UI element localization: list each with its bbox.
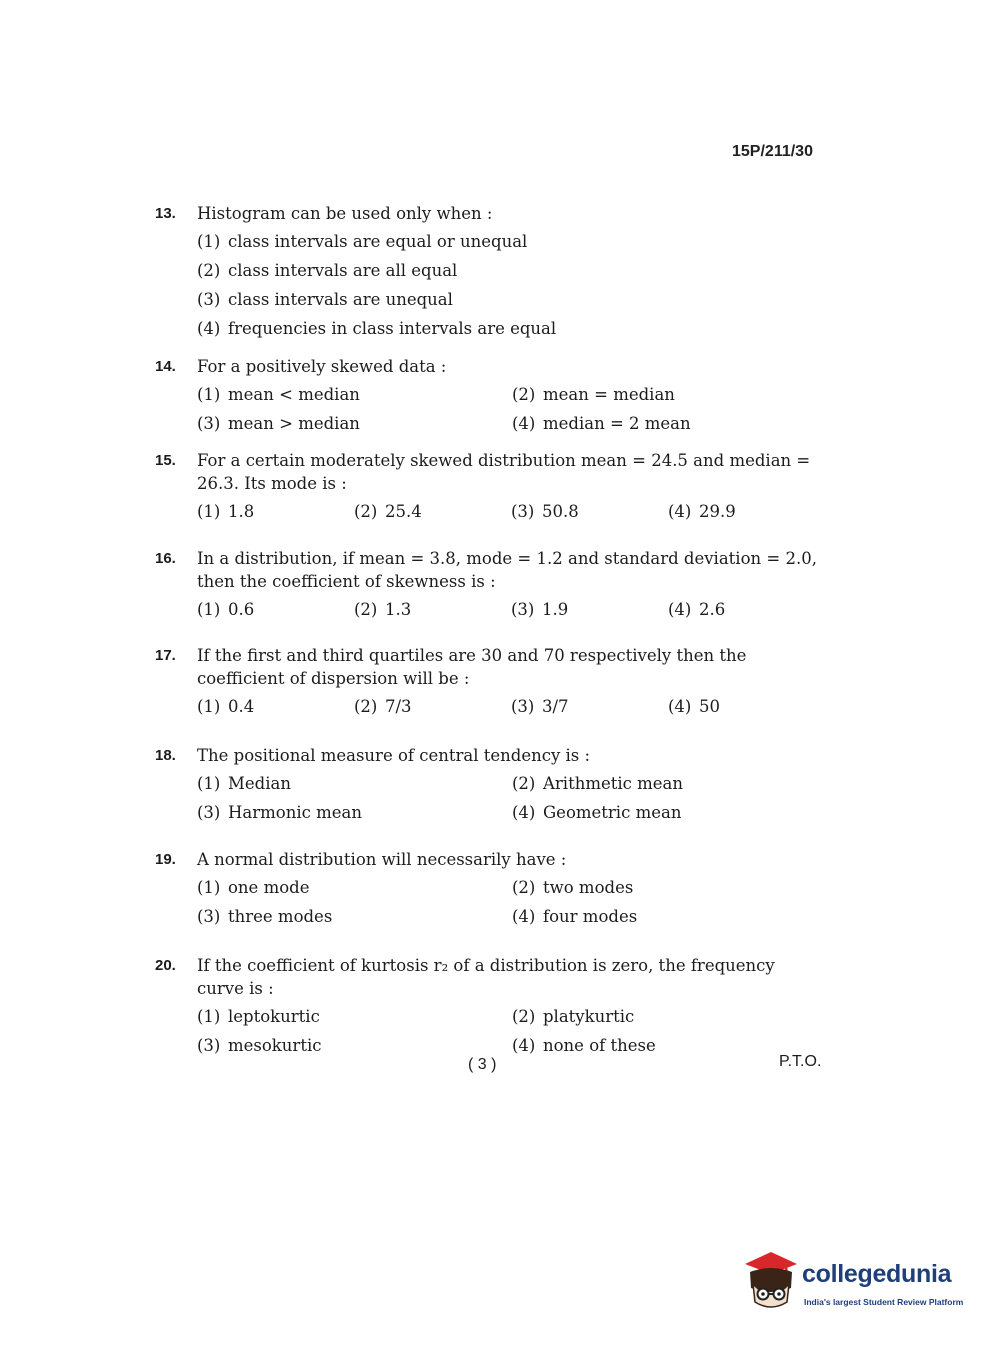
pto-label: P.T.O. [779,1053,822,1070]
question-19 [155,848,825,928]
question-17 [155,644,825,718]
option-2: (2) class intervals are all equal [197,261,458,280]
option-3: (3) Harmonic mean [197,803,362,822]
options [197,383,825,435]
question-text: If the coefficient of kurtosis r₂ of a distribution is zero, the frequency curve is : [197,956,775,998]
question-text: A normal distribution will necessarily have : [197,850,567,869]
brand-name: collegedunia [802,1260,952,1288]
option-4: (4) frequencies in class intervals are equal [197,319,557,338]
options [197,500,825,523]
question-number: 20. [155,957,176,974]
option-1: (1) leptokurtic [197,1007,320,1026]
option-4: (4) 2.6 [668,600,726,619]
question-number: 15. [155,452,176,469]
question-text: The positional measure of central tendency is : [197,746,591,765]
option-4: (4) Geometric mean [512,803,682,822]
option-4: (4) median = 2 mean [512,414,691,433]
question-13 [155,202,825,340]
page-number: ( 3 ) [468,1056,497,1073]
question-number: 13. [155,205,176,222]
option-1: (1) 0.4 [197,697,255,716]
option-2: (2) 7/3 [354,697,412,716]
option-3: (3) mesokurtic [197,1036,322,1055]
option-3: (3) 50.8 [511,502,579,521]
question-20 [155,954,825,1057]
options [197,772,825,824]
option-1: (1) one mode [197,878,310,897]
option-4: (4) none of these [512,1036,656,1055]
options [197,876,825,928]
option-2: (2) platykurtic [512,1007,635,1026]
option-2: (2) 25.4 [354,502,422,521]
question-number: 18. [155,747,176,764]
question-number: 19. [155,851,176,868]
paper-code: 15P/211/30 [732,143,813,160]
option-2: (2) two modes [512,878,634,897]
mascot-icon [741,1250,799,1312]
options [197,230,825,340]
question-18 [155,744,825,824]
question-text: If the first and third quartiles are 30 and 70 respectively then the coefficient of dispersion will be : [197,646,747,688]
question-text: For a certain moderately skewed distribution mean = 24.5 and median = 26.3. Its mode is : [197,451,811,493]
question-text: For a positively skewed data : [197,357,447,376]
question-14 [155,355,825,435]
question-number: 14. [155,358,176,375]
option-4: (4) 29.9 [668,502,736,521]
question-16 [155,547,825,621]
option-4: (4) 50 [668,697,720,716]
option-1: (1) Median [197,774,291,793]
brand-tagline: India's largest Student Review Platform [804,1297,964,1307]
option-3: (3) three modes [197,907,333,926]
option-1: (1) 0.6 [197,600,255,619]
option-4: (4) four modes [512,907,638,926]
question-15 [155,449,825,523]
option-3: (3) class intervals are unequal [197,290,453,309]
option-3: (3) 3/7 [511,697,569,716]
option-2: (2) Arithmetic mean [512,774,684,793]
option-1: (1) mean < median [197,385,360,404]
option-2: (2) mean = median [512,385,675,404]
question-text: In a distribution, if mean = 3.8, mode = 1.2 and standard deviation = 2.0, then the coefficient of skewness is : [197,549,817,591]
option-1: (1) 1.8 [197,502,255,521]
option-2: (2) 1.3 [354,600,412,619]
question-text: Histogram can be used only when : [197,204,493,223]
options [197,695,825,718]
collegedunia-watermark [741,1250,971,1320]
options [197,598,825,621]
option-3: (3) mean > median [197,414,360,433]
option-3: (3) 1.9 [511,600,569,619]
question-number: 17. [155,647,176,664]
options [197,1005,825,1057]
option-1: (1) class intervals are equal or unequal [197,232,528,251]
question-number: 16. [155,550,176,567]
